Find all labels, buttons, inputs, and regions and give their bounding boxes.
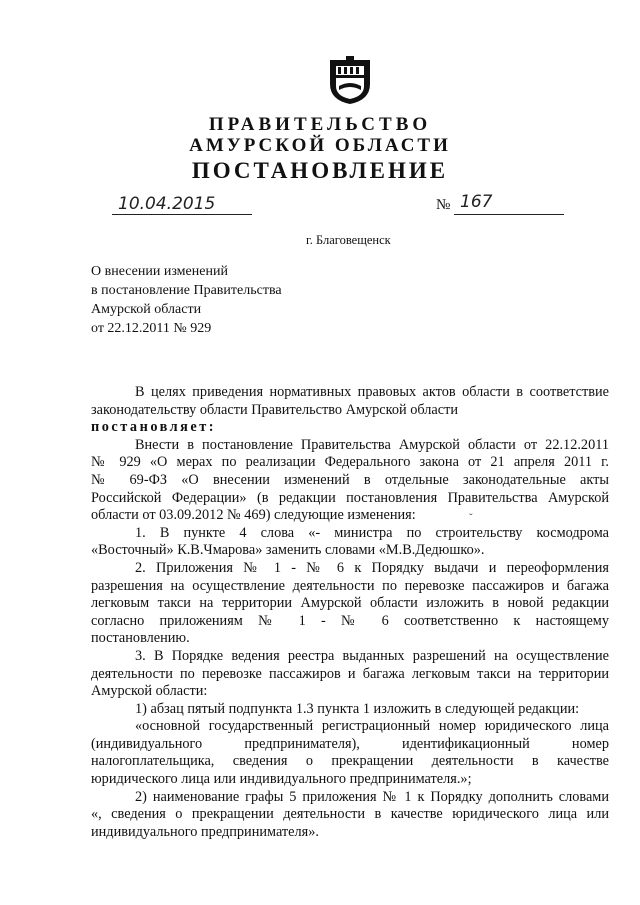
body-line: законодательству области Правительство Амурской области	[91, 401, 459, 418]
document-body	[91, 384, 609, 841]
subject-block	[91, 262, 282, 338]
body-line: индивидуального предпринимателя».	[91, 823, 319, 840]
body-line: 1. В пункте 4 слова «- министра по строительству космодрома	[135, 524, 609, 541]
body-line: В целях приведения нормативных правовых актов области в соответствие	[135, 384, 609, 400]
body-line: области от 03.09.2012 № 469) следующие изменения:	[91, 507, 416, 524]
body-line: юридического лица или индивидуального предпринимателя.»;	[91, 771, 472, 788]
subject-line: Амурской области	[91, 302, 202, 317]
body-line: № 929 «О мерах по реализации Федерального закона от 21 апреля 2011 г.	[91, 454, 609, 471]
body-line: «Восточный» К.В.Чмарова» заменить словами «М.В.Дедюшко».	[91, 542, 485, 559]
body-line: налогоплательщика, сведения о прекращении деятельности в качестве	[91, 753, 609, 770]
body-line: 2. Приложения № 1 - № 6 к Порядку выдачи и переоформления	[135, 559, 609, 576]
document-number: 167	[460, 192, 493, 212]
body-line: Амурской области:	[91, 683, 208, 700]
body-line: постановлению.	[91, 630, 190, 647]
coat-of-arms-icon	[328, 56, 372, 106]
body-line: «, сведения о прекращении деятельности в качестве юридического лица или	[91, 806, 609, 823]
subject-line: в постановление Правительства	[91, 283, 282, 298]
city-label: г. Благовещенск	[306, 233, 391, 247]
government-title: ПРАВИТЕЛЬСТВО	[208, 114, 432, 135]
document-date: 10.04.2015	[118, 194, 216, 214]
body-line: Внести в постановление Правительства Амурской области от 22.12.2011	[135, 436, 609, 453]
body-line: легковым такси на территории Амурской области изложить в новой редакции	[91, 595, 609, 612]
document-type-title: ПОСТАНОВЛЕНИЕ	[191, 158, 449, 183]
region-title: АМУРСКОЙ ОБЛАСТИ	[189, 135, 451, 156]
body-line: 3. В Порядке ведения реестра выданных разрешений на осуществление	[135, 647, 609, 664]
subject-line: О внесении изменений	[91, 264, 228, 279]
body-line: согласно приложениям № 1 - № 6 соответственно к настоящему	[91, 612, 609, 629]
stray-mark: ˇ	[469, 512, 473, 524]
body-line: разрешения на осуществление деятельности по перевозке пассажиров и багажа	[91, 577, 609, 594]
body-line: № 69-ФЗ «О внесении изменений в отдельные законодательные акты	[91, 471, 609, 488]
body-line: Российской Федерации» (в редакции постановления Правительства Амурской	[91, 489, 609, 506]
decree-word: постановляет:	[91, 419, 217, 436]
body-line: «основной государственный регистрационный номер юридического лица	[135, 718, 609, 735]
body-line: (индивидуального предпринимателя), идентификационный номер	[91, 735, 609, 752]
subject-line: от 22.12.2011 № 929	[91, 321, 212, 336]
body-line: 2) наименование графы 5 приложения № 1 к Порядку дополнить словами	[135, 788, 609, 805]
body-line: 1) абзац пятый подпункта 1.3 пункта 1 изложить в следующей редакции:	[135, 700, 580, 717]
number-sign: №	[436, 197, 451, 213]
body-line: деятельности по перевозке пассажиров и багажа легковым такси на территории	[91, 665, 609, 682]
